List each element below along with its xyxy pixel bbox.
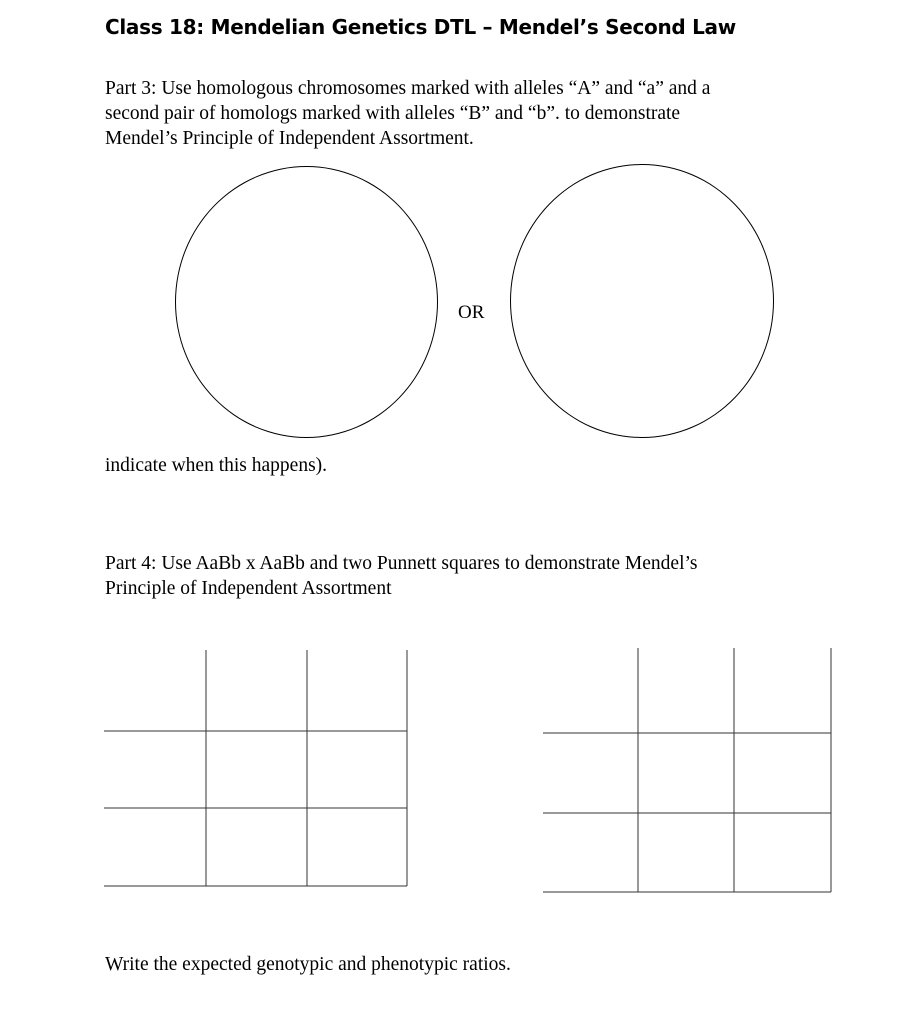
or-label: OR xyxy=(458,302,485,323)
page-title: Class 18: Mendelian Genetics DTL – Mendel’s Second Law xyxy=(105,15,736,39)
part3-line-1: Part 3: Use homologous chromosomes marked with alleles “A” and “a” and a xyxy=(105,78,711,99)
part3-line-2: second pair of homologs marked with alleles “B” and “b”. to demonstrate xyxy=(105,103,681,124)
part3-line-3: Mendel’s Principle of Independent Assortment. xyxy=(105,128,474,149)
part4-line-2: Principle of Independent Assortment xyxy=(105,578,392,599)
part4-line-1: Part 4: Use AaBb x AaBb and two Punnett squares to demonstrate Mendel’s xyxy=(105,553,698,574)
part3-trailing-text: indicate when this happens). xyxy=(105,455,328,476)
ratios-prompt: Write the expected genotypic and phenotypic ratios. xyxy=(105,954,511,975)
